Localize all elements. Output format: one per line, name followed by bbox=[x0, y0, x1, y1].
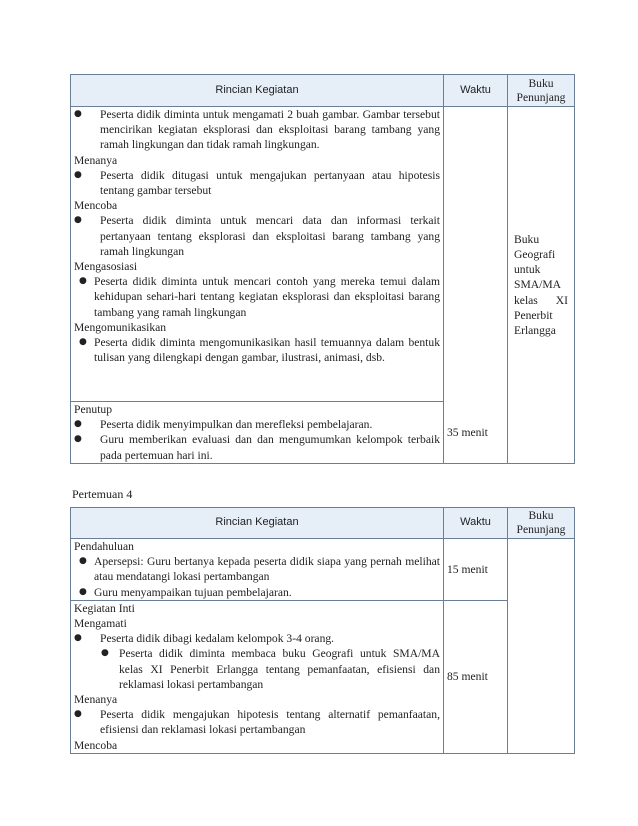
table-header-row bbox=[71, 75, 575, 107]
section-label bbox=[74, 259, 440, 274]
table-row bbox=[71, 600, 575, 753]
bullet-icon: ● bbox=[79, 586, 87, 597]
list-item-text: Guru memberikan evaluasi dan dan mengumumkan kelompok terbaik pada pertemuan hari ini. bbox=[100, 433, 440, 462]
section-label bbox=[74, 616, 440, 631]
list-item-text: Peserta didik diminta untuk mencari contoh yang mereka temui dalam kehidupan sehari-hari tentang kegiatan eksplorasi dan eksploitasi barang tambang yang ramah lingkungan bbox=[94, 275, 440, 319]
section-label bbox=[74, 198, 440, 213]
list-item-text: Apersepsi: Guru bertanya kepada peserta didik siapa yang pernah melihat atau mendatangi lokasi pertambangan bbox=[94, 555, 440, 584]
list-item-text: Peserta didik diminta untuk mencari data dan informasi terkait pertanyaan tentang eksplorasi dan eksploitasi barang tambang yang ramah lingkungan bbox=[100, 214, 440, 258]
bullet-icon: ● bbox=[74, 709, 82, 720]
section-label-text: Menanya bbox=[74, 693, 118, 707]
section-label bbox=[74, 402, 440, 417]
bullet-icon: ● bbox=[79, 556, 87, 567]
header-buku: Buku Penunjang bbox=[508, 508, 575, 539]
list-item-text: Guru menyampaikan tujuan pembelajaran. bbox=[94, 585, 292, 599]
time-value: 35 menit bbox=[444, 402, 508, 464]
section-label-text: Kegiatan Inti bbox=[74, 601, 135, 615]
section-label-text: Mengamati bbox=[74, 617, 127, 631]
list-item-text: Peserta didik dibagi kedalam kelompok 3-4 orang. bbox=[100, 632, 335, 646]
row-content bbox=[71, 539, 444, 601]
list-item-text: Peserta didik diminta membaca buku Geografi untuk SMA/MA kelas XI Penerbit Erlangga tentang pemanfaatan, efisiensi dan reklamasi lokasi pertambangan bbox=[119, 647, 440, 691]
list-item bbox=[74, 213, 440, 259]
time-value: 15 menit bbox=[444, 539, 508, 601]
list-item-text: Peserta didik mengajukan hipotesis tentang alternatif pemanfaatan, efisiensi dan reklamasi lokasi pertambangan bbox=[100, 708, 440, 737]
list-item bbox=[74, 432, 440, 462]
bullet-icon: ● bbox=[74, 434, 82, 445]
list-item bbox=[74, 417, 440, 432]
bullet-icon: ● bbox=[79, 276, 87, 287]
header-rincian: Rincian Kegiatan bbox=[71, 508, 444, 539]
section-label bbox=[74, 539, 440, 554]
bullet-icon: ● bbox=[74, 109, 82, 119]
table-header-row bbox=[71, 508, 575, 539]
list-item bbox=[74, 585, 440, 600]
section-label-text: Menanya bbox=[74, 153, 118, 167]
section-label bbox=[74, 738, 440, 753]
row-content bbox=[71, 600, 444, 753]
list-item bbox=[74, 168, 440, 198]
activity-table-1 bbox=[70, 74, 575, 464]
section-label-text: Mencoba bbox=[74, 738, 118, 752]
list-item bbox=[74, 707, 440, 737]
section-label bbox=[74, 320, 440, 335]
list-item-text: Peserta didik ditugasi untuk mengajukan pertanyaan atau hipotesis tentang gambar tersebut bbox=[100, 168, 440, 198]
list-item bbox=[74, 107, 440, 153]
header-waktu: Waktu bbox=[444, 75, 508, 107]
section-label-text: Mengasosiasi bbox=[74, 260, 138, 274]
list-item-text: Peserta didik menyimpulkan dan merefleksi pembelajaran. bbox=[100, 418, 373, 432]
bullet-icon: ● bbox=[74, 633, 82, 644]
table-row bbox=[71, 107, 575, 402]
table-row bbox=[71, 402, 575, 464]
list-item bbox=[74, 631, 440, 646]
bullet-icon: ● bbox=[74, 215, 82, 226]
bullet-icon: ● bbox=[79, 337, 87, 348]
table-row bbox=[71, 539, 575, 601]
section-label-text: Mencoba bbox=[74, 199, 118, 213]
list-item-text: Peserta didik diminta untuk mengamati 2 buah gambar. Gambar tersebut mencirikan kegiatan eksplorasi dan eksploitasi barang tambang yang ramah lingkungan dan tidak ramah lingkungan. bbox=[100, 108, 440, 152]
section-label bbox=[74, 692, 440, 707]
row-content bbox=[71, 107, 444, 402]
header-buku: Buku Penunjang bbox=[508, 75, 575, 107]
section-label-text: Penutup bbox=[74, 403, 113, 416]
bullet-icon: ● bbox=[101, 648, 109, 659]
row-content bbox=[71, 402, 444, 464]
buku-text: Buku Geografi untuk SMA/MA kelas XI Penerbit Erlangga bbox=[514, 232, 568, 337]
list-item bbox=[74, 646, 440, 692]
section-heading: Pertemuan 4 bbox=[72, 487, 133, 501]
buku-penunjang-cell bbox=[508, 107, 575, 464]
section-label-text: Pendahuluan bbox=[74, 540, 134, 553]
list-item-text: Peserta didik diminta mengomunikasikan hasil temuannya dalam bentuk tulisan yang dilengkapi dengan gambar, ilustrasi, animasi, dsb. bbox=[94, 336, 440, 365]
time-value: 85 menit bbox=[444, 600, 508, 753]
activity-table-2 bbox=[70, 507, 575, 754]
list-item bbox=[74, 554, 440, 584]
list-item bbox=[74, 335, 440, 365]
list-item bbox=[74, 274, 440, 320]
bullet-icon: ● bbox=[74, 169, 82, 180]
bullet-icon: ● bbox=[74, 419, 82, 430]
section-label bbox=[74, 601, 440, 616]
time-cell bbox=[444, 107, 508, 402]
section-label-text: Mengomunikasikan bbox=[74, 320, 167, 334]
header-waktu: Waktu bbox=[444, 508, 508, 539]
buku-penunjang-cell bbox=[508, 539, 575, 754]
header-rincian: Rincian Kegiatan bbox=[71, 75, 444, 107]
section-label bbox=[74, 153, 440, 168]
